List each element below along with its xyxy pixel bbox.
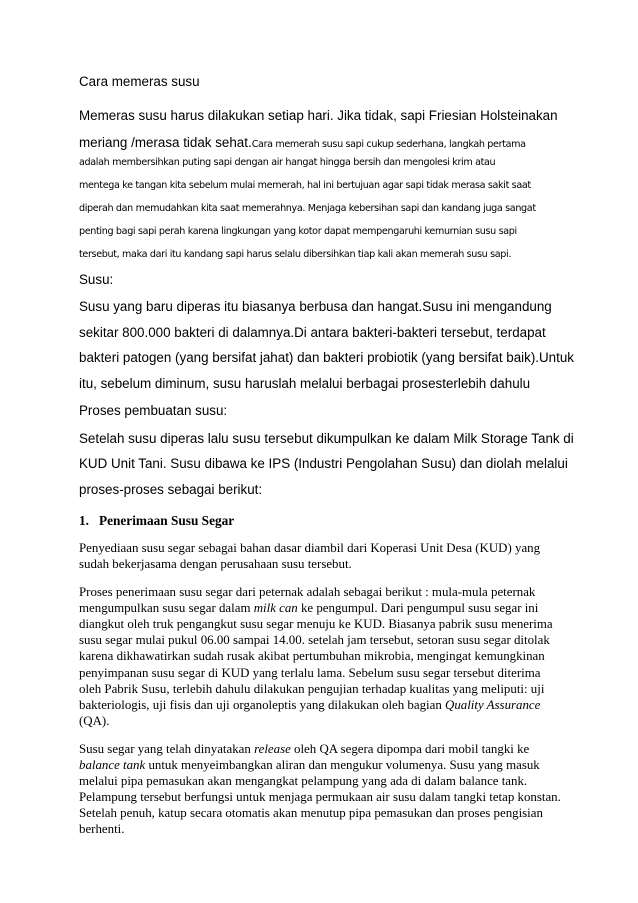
- paragraph-line: [79, 697, 540, 713]
- paragraph-line: Pelampung tersebut berfungsi untuk menjaga permukaan air susu dalam tangki tetap konstan.: [79, 790, 561, 804]
- paragraph-text: Cara memerah susu sapi cukup sederhana, langkah pertama: [251, 139, 526, 150]
- paragraph-line: penting bagi sapi perah karena lingkungan yang kotor dapat mempengaruhi kemurnian susu sapi: [79, 226, 517, 237]
- paragraph-line: oleh Pabrik Susu, terlebih dahulu dilakukan pengujian terhadap kualitas yang meliputi: uji: [79, 682, 545, 696]
- paragraph-line: [79, 134, 526, 152]
- heading-number: 1.: [79, 513, 89, 528]
- paragraph-text: ke pengumpul. Dari pengumpul susu segar ini: [297, 601, 539, 615]
- numbered-heading: [79, 513, 234, 529]
- paragraph-line: penyimpanan susu segar di KUD yang terlalu lama. Sebelum susu segar tersebut diterima: [79, 666, 541, 680]
- paragraph-line: [79, 757, 540, 773]
- paragraph-line: Susu yang baru diperas itu biasanya berbusa dan hangat.Susu ini mengandung: [79, 299, 552, 314]
- paragraph-line: proses-proses sebagai berikut:: [79, 482, 263, 497]
- paragraph-line: berhenti.: [79, 822, 125, 836]
- paragraph-line: adalah membersihkan puting sapi dengan air hangat hingga bersih dan mengolesi krim atau: [79, 157, 496, 168]
- italic-term: balance tank: [79, 758, 146, 772]
- heading-title: Penerimaan Susu Segar: [98, 513, 235, 528]
- paragraph-line: diangkut oleh truk pengangkut susu segar menuju ke KUD. Biasanya pabrik susu menerima: [79, 617, 553, 631]
- paragraph-line: bakteri patogen (yang bersifat jahat) dan bakteri probiotik (yang bersifat baik).Untuk: [79, 350, 574, 365]
- paragraph-line: tersebut, maka dari itu kandang sapi harus selalu dibersihkan tiap kali akan memerah susu sapi.: [79, 249, 512, 260]
- paragraph-line: Memeras susu harus dilakukan setiap hari. Jika tidak, sapi Friesian Holsteinakan: [79, 108, 558, 123]
- paragraph-line: karena dikhawatirkan sudah rusak akibat pertumbuhan mikrobia, mengingat kemungkinan: [79, 649, 545, 663]
- paragraph-line: (QA).: [79, 714, 110, 728]
- paragraph-line: susu segar mulai pukul 06.00 sampai 14.00. setelah jam tersebut, setoran susu segar ditolak: [79, 633, 550, 647]
- page-title: Cara memeras susu: [79, 74, 200, 89]
- paragraph-line: Setelah penuh, katup secara otomatis akan menutup pipa pemasukan dan proses pengisian: [79, 806, 543, 820]
- paragraph-text: mengumpulkan susu segar dalam: [79, 601, 254, 615]
- paragraph-line: itu, sebelum diminum, susu haruslah melalui berbagai prosesterlebih dahulu: [79, 376, 531, 391]
- paragraph-text: meriang /merasa tidak sehat.: [79, 135, 252, 150]
- paragraph-line: [79, 600, 538, 616]
- italic-term: release: [254, 742, 291, 756]
- paragraph-line: mentega ke tangan kita sebelum mulai memerah, hal ini bertujuan agar sapi tidak merasa sakit saat: [79, 180, 531, 191]
- paragraph-line: Penyediaan susu segar sebagai bahan dasar diambil dari Koperasi Unit Desa (KUD) yang: [79, 541, 541, 555]
- section-heading-proses: Proses pembuatan susu:: [79, 403, 228, 418]
- paragraph-line: [79, 741, 529, 757]
- paragraph-line: diperah dan memudahkan kita saat memerahnya. Menjaga kebersihan sapi dan kandang juga sangat: [79, 203, 536, 214]
- section-heading-susu: Susu:: [79, 272, 114, 287]
- paragraph-line: KUD Unit Tani. Susu dibawa ke IPS (Industri Pengolahan Susu) dan diolah melalui: [79, 456, 568, 471]
- paragraph-text: bakteriologis, uji fisis dan uji organoleptis yang dilakukan oleh bagian: [79, 698, 446, 712]
- italic-term: Quality Assurance: [445, 698, 541, 712]
- paragraph-line: sekitar 800.000 bakteri di dalamnya.Di antara bakteri-bakteri tersebut, terdapat: [79, 325, 546, 340]
- paragraph-text: Susu segar yang telah dinyatakan: [79, 742, 255, 756]
- paragraph-text: oleh QA segera dipompa dari mobil tangki ke: [290, 742, 530, 756]
- paragraph-line: melalui pipa pemasukan akan mengangkat pelampung yang ada di dalam balance tank.: [79, 774, 528, 788]
- paragraph-line: Setelah susu diperas lalu susu tersebut dikumpulkan ke dalam Milk Storage Tank di: [79, 431, 574, 446]
- italic-term: milk can: [253, 601, 298, 615]
- paragraph-line: Proses penerimaan susu segar dari peternak adalah sebagai berikut : mula-mula peternak: [79, 585, 536, 599]
- paragraph-text: untuk menyeimbangkan aliran dan mengukur volumenya. Susu yang masuk: [145, 758, 540, 772]
- paragraph-line: sudah bekerjasama dengan perusahaan susu tersebut.: [79, 557, 352, 571]
